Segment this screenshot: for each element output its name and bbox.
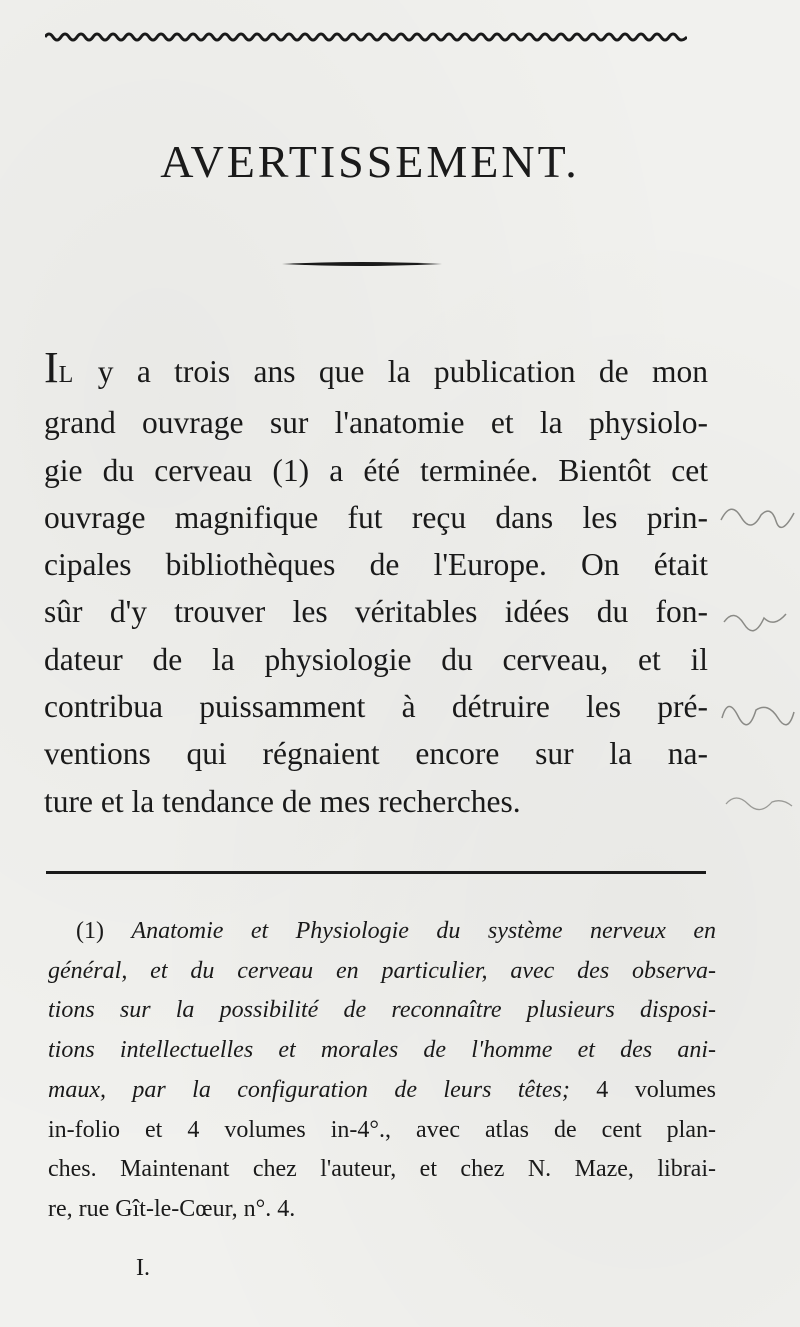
footnote-marker: (1) [76,918,104,944]
body-line-10: ture et la tendance de mes recherches. [44,783,521,819]
body-line-9: ventions qui régnaient encore sur la na- [44,736,708,772]
footnote-line-7: ches. Maintenant chez l'auteur, et chez N. Maze, librai- [48,1156,716,1183]
body-line-3: gie du cerveau (1) a été terminée. Bientôt cet [44,452,708,488]
body-line-5: cipales bibliothèques de l'Europe. On était [44,547,708,583]
handwritten-margin-note [716,495,796,535]
body-line-1: IL y a trois ans que la publication de mon [44,343,709,392]
footnote-line-6: in-folio et 4 volumes in-4°., avec atlas de cent plan- [48,1116,716,1143]
handwritten-margin-note [716,690,796,730]
footnote-line-4: tions intellectuelles et morales de l'homme et des ani- [48,1037,716,1064]
footnote [48,912,716,1230]
ornamental-rule [45,31,687,43]
handwritten-margin-note [716,780,796,820]
footnote-line-8: re, rue Gît-le-Cœur, n°. 4. [48,1195,296,1222]
footnote-line-5: maux, par la configuration de leurs têtes; 4 volumes [48,1076,717,1103]
small-cap: L [58,362,75,388]
page-title: AVERTISSEMENT. [160,136,580,187]
handwritten-margin-note [716,600,796,640]
body-line-7: dateur de la physiologie du cerveau, et il [44,641,708,677]
footnote-line-3: tions sur la possibilité de reconnaître plusieurs disposi- [48,997,716,1024]
footnote-line-2: général, et du cerveau en particulier, avec des observa- [48,957,716,984]
body-line-4: ouvrage magnifique fut reçu dans les prin- [44,499,708,535]
body-line-8: contribua puissamment à détruire les pré- [44,689,708,725]
body-line-6: sûr d'y trouver les véritables idées du fon- [44,594,708,630]
body-paragraph [44,343,709,825]
body-line-2: grand ouvrage sur l'anatomie et la physiolo- [44,405,708,441]
drop-cap: I [44,343,59,392]
title-divider [282,260,442,268]
signature-mark: I. [136,1255,150,1281]
footnote-line-1: (1) Anatomie et Physiologie du système nerveux en [76,918,716,944]
footnote-divider [46,868,706,878]
